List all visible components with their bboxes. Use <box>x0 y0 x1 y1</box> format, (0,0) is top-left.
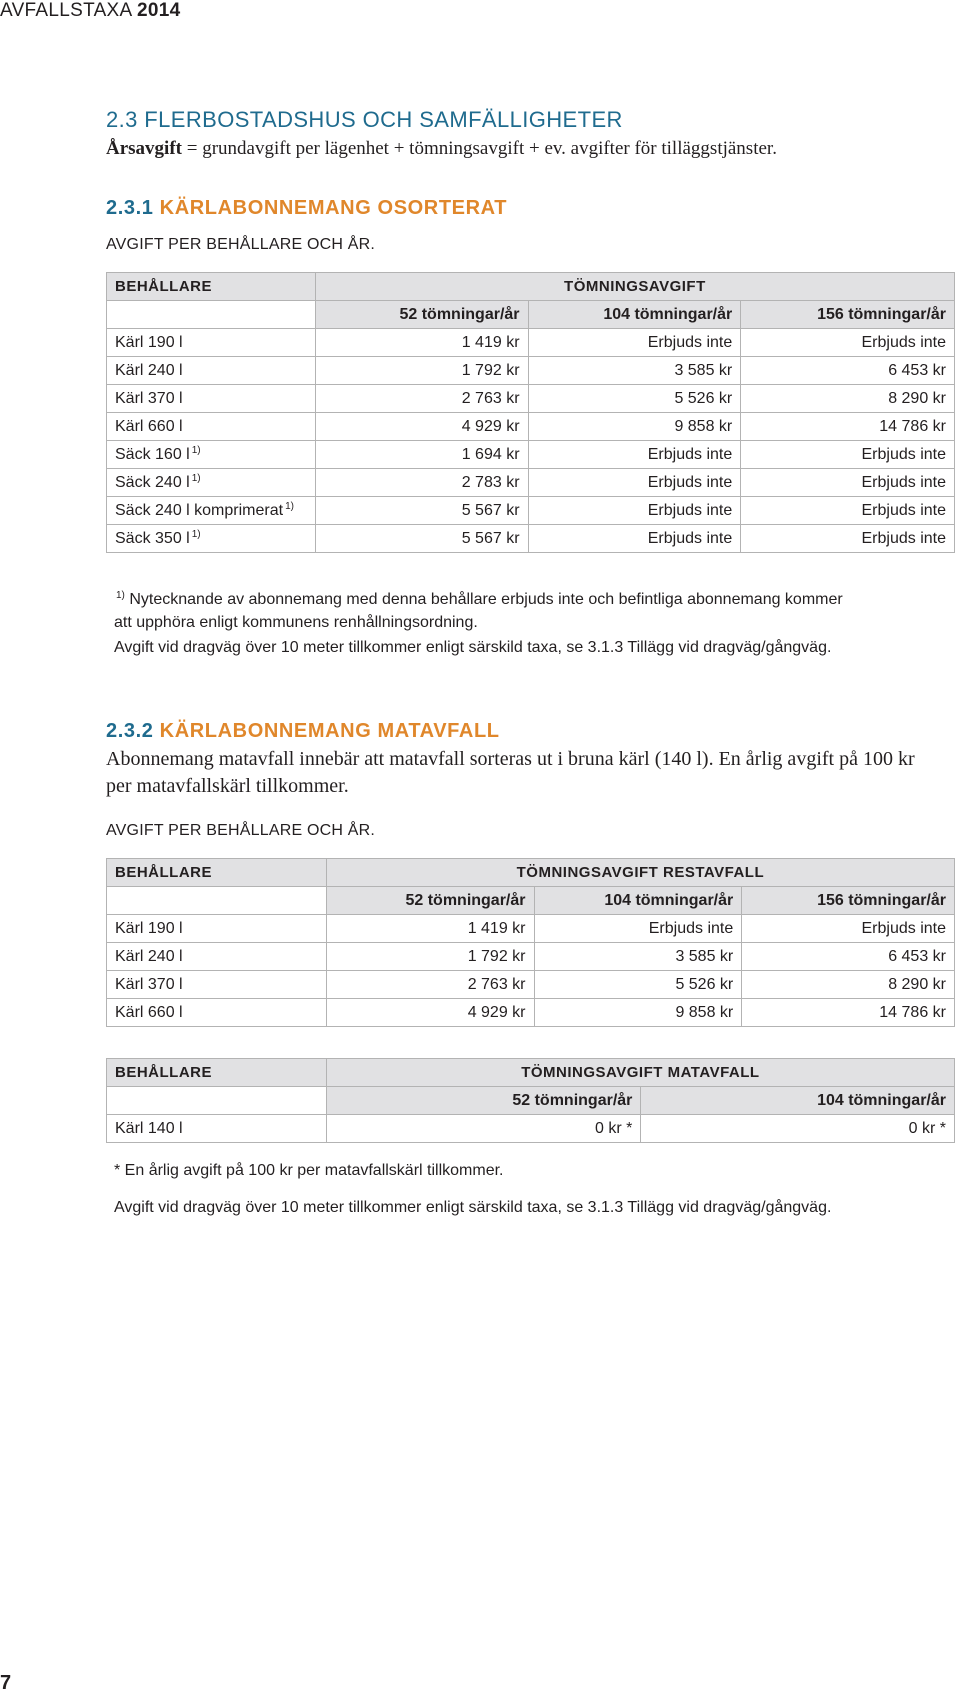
cell-fee: 2 763 kr <box>326 971 534 999</box>
cell-fee: 4 929 kr <box>326 999 534 1027</box>
cell-fee: Erbjuds inte <box>528 441 741 469</box>
running-header <box>0 0 181 22</box>
table-row <box>107 1115 955 1143</box>
cell-fee: Erbjuds inte <box>741 441 955 469</box>
cell-fee: 3 585 kr <box>528 357 741 385</box>
header-freq-156: 156 tömningar/år <box>742 887 955 915</box>
cell-fee: Erbjuds inte <box>741 329 955 357</box>
cell-fee: 2 783 kr <box>315 469 528 497</box>
cell-fee: 1 694 kr <box>315 441 528 469</box>
header-fee-group: TÖMNINGSAVGIFT <box>315 273 954 301</box>
cell-fee: 2 763 kr <box>315 385 528 413</box>
row-label: Kärl 240 l <box>107 357 316 385</box>
footnote-ref: 1) <box>285 501 294 512</box>
cell-fee: Erbjuds inte <box>742 915 955 943</box>
row-label: Säck 160 l $^{1)}$ <box>107 441 316 469</box>
cell-fee: 5 526 kr <box>528 385 741 413</box>
cell-fee: 14 786 kr <box>741 413 955 441</box>
subsection-number: 2.3.1 <box>106 197 154 219</box>
cell-fee: 1 792 kr <box>315 357 528 385</box>
cell-fee: Erbjuds inte <box>534 915 742 943</box>
header-fee-group: TÖMNINGSAVGIFT MATAVFALL <box>326 1059 954 1087</box>
cell-fee: Erbjuds inte <box>741 525 955 553</box>
cell-fee: Erbjuds inte <box>528 329 741 357</box>
cell-fee: Erbjuds inte <box>528 469 741 497</box>
section-title: 2.3 FLERBOSTADSHUS OCH SAMFÄLLIGHETER <box>106 107 623 132</box>
header-freq-104: 104 tömningar/år <box>534 887 742 915</box>
table-row <box>107 497 955 525</box>
header-freq-104: 104 tömningar/år <box>641 1087 955 1115</box>
cell-fee: 1 792 kr <box>326 943 534 971</box>
cell-fee: 5 567 kr <box>315 525 528 553</box>
row-label: Kärl 190 l <box>107 329 316 357</box>
subsection-heading: KÄRLABONNEMANG MATAVFALL <box>159 720 500 742</box>
table-row <box>107 385 955 413</box>
star-footnote: * En årlig avgift på 100 kr per matavfallskärl tillkommer. <box>114 1162 504 1179</box>
cell-fee: 5 567 kr <box>315 497 528 525</box>
page-number: 7 <box>0 1672 12 1694</box>
header-container: BEHÅLLARE <box>107 273 316 301</box>
running-title-year: 2014 <box>137 0 181 21</box>
footnote-mark: 1) <box>116 590 125 601</box>
header-container: BEHÅLLARE <box>107 859 327 887</box>
food-waste-intro: Abonnemang matavfall innebär att matavfall sorteras ut i bruna kärl (140 l). En årlig avgift på 100 kr per matavfallskärl tillkommer. <box>106 748 915 797</box>
cell-fee: 1 419 kr <box>315 329 528 357</box>
cell-fee: 9 858 kr <box>528 413 741 441</box>
row-label: Säck 240 l $^{1)}$ <box>107 469 316 497</box>
cell-fee: 8 290 kr <box>741 385 955 413</box>
row-label: Kärl 660 l <box>107 413 316 441</box>
row-label: Kärl 240 l <box>107 943 327 971</box>
row-label: Kärl 370 l <box>107 971 327 999</box>
cell-fee: 4 929 kr <box>315 413 528 441</box>
table-row <box>107 525 955 553</box>
dragvag-note: Avgift vid dragväg över 10 meter tillkommer enligt särskild taxa, se 3.1.3 Tillägg vid dragväg/gångväg. <box>114 639 832 656</box>
cell-fee: 14 786 kr <box>742 999 955 1027</box>
header-freq-52: 52 tömningar/år <box>315 301 528 329</box>
subsection-title-unsorted <box>106 197 507 220</box>
table-row <box>107 329 955 357</box>
running-title: AVFALLSTAXA <box>0 0 132 21</box>
row-label: Kärl 660 l <box>107 999 327 1027</box>
cell-fee: Erbjuds inte <box>741 497 955 525</box>
footnote-ref: 1) <box>191 473 201 484</box>
table-row <box>107 915 955 943</box>
formula-term: Årsavgift <box>106 138 182 159</box>
footnote-ref: 1) <box>191 529 201 540</box>
header-freq-52: 52 tömningar/år <box>326 1087 641 1115</box>
footnote-text: Nytecknande av abonnemang med denna behållare erbjuds inte och befintliga abonnemang kommer <box>124 591 843 608</box>
row-label: Kärl 140 l <box>107 1115 327 1143</box>
header-freq-156: 156 tömningar/år <box>741 301 955 329</box>
header-container: BEHÅLLARE <box>107 1059 327 1087</box>
dragvag-note: Avgift vid dragväg över 10 meter tillkommer enligt särskild taxa, se 3.1.3 Tillägg vid dragväg/gångväg. <box>114 1199 832 1216</box>
cell-fee: 6 453 kr <box>741 357 955 385</box>
header-blank <box>107 1087 327 1115</box>
unsorted-fee-table <box>106 272 955 553</box>
table-caption: AVGIFT PER BEHÅLLARE OCH ÅR. <box>106 236 376 253</box>
row-label: Säck 350 l $^{1)}$ <box>107 525 316 553</box>
cell-fee: 5 526 kr <box>534 971 742 999</box>
cell-fee: Erbjuds inte <box>528 497 741 525</box>
header-freq-52: 52 tömningar/år <box>326 887 534 915</box>
table-row <box>107 469 955 497</box>
table-row <box>107 999 955 1027</box>
residual-fee-table <box>106 858 955 1027</box>
header-freq-104: 104 tömningar/år <box>528 301 741 329</box>
footnote-ref: 1) <box>191 445 201 456</box>
row-label: Kärl 370 l <box>107 385 316 413</box>
table-row <box>107 413 955 441</box>
cell-fee: 0 kr * <box>326 1115 641 1143</box>
cell-fee: Erbjuds inte <box>528 525 741 553</box>
cell-fee: 1 419 kr <box>326 915 534 943</box>
subsection-title-food-waste <box>106 720 500 743</box>
header-blank <box>107 301 316 329</box>
header-fee-group: TÖMNINGSAVGIFT RESTAVFALL <box>326 859 954 887</box>
cell-fee: 6 453 kr <box>742 943 955 971</box>
formula-definition: = grundavgift per lägenhet + tömningsavgift + ev. avgifter för tilläggstjänster. <box>181 138 777 159</box>
cell-fee: 8 290 kr <box>742 971 955 999</box>
table-caption: AVGIFT PER BEHÅLLARE OCH ÅR. <box>106 822 376 839</box>
food-waste-fee-table <box>106 1058 955 1143</box>
header-blank <box>107 887 327 915</box>
subsection-heading: KÄRLABONNEMANG OSORTERAT <box>159 197 508 219</box>
table-row <box>107 971 955 999</box>
subsection-number: 2.3.2 <box>106 720 154 742</box>
cell-fee: 9 858 kr <box>534 999 742 1027</box>
cell-fee: Erbjuds inte <box>741 469 955 497</box>
fee-formula <box>106 138 777 160</box>
table-row <box>107 357 955 385</box>
row-label: Kärl 190 l <box>107 915 327 943</box>
footnote-text-cont: att upphöra enligt kommunens renhållningsordning. <box>114 614 478 631</box>
table-row <box>107 441 955 469</box>
footnote <box>114 584 934 634</box>
cell-fee: 3 585 kr <box>534 943 742 971</box>
table-row <box>107 943 955 971</box>
cell-fee: 0 kr * <box>641 1115 955 1143</box>
row-label: Säck 240 l komprimerat $^{1)}$ <box>107 497 316 525</box>
